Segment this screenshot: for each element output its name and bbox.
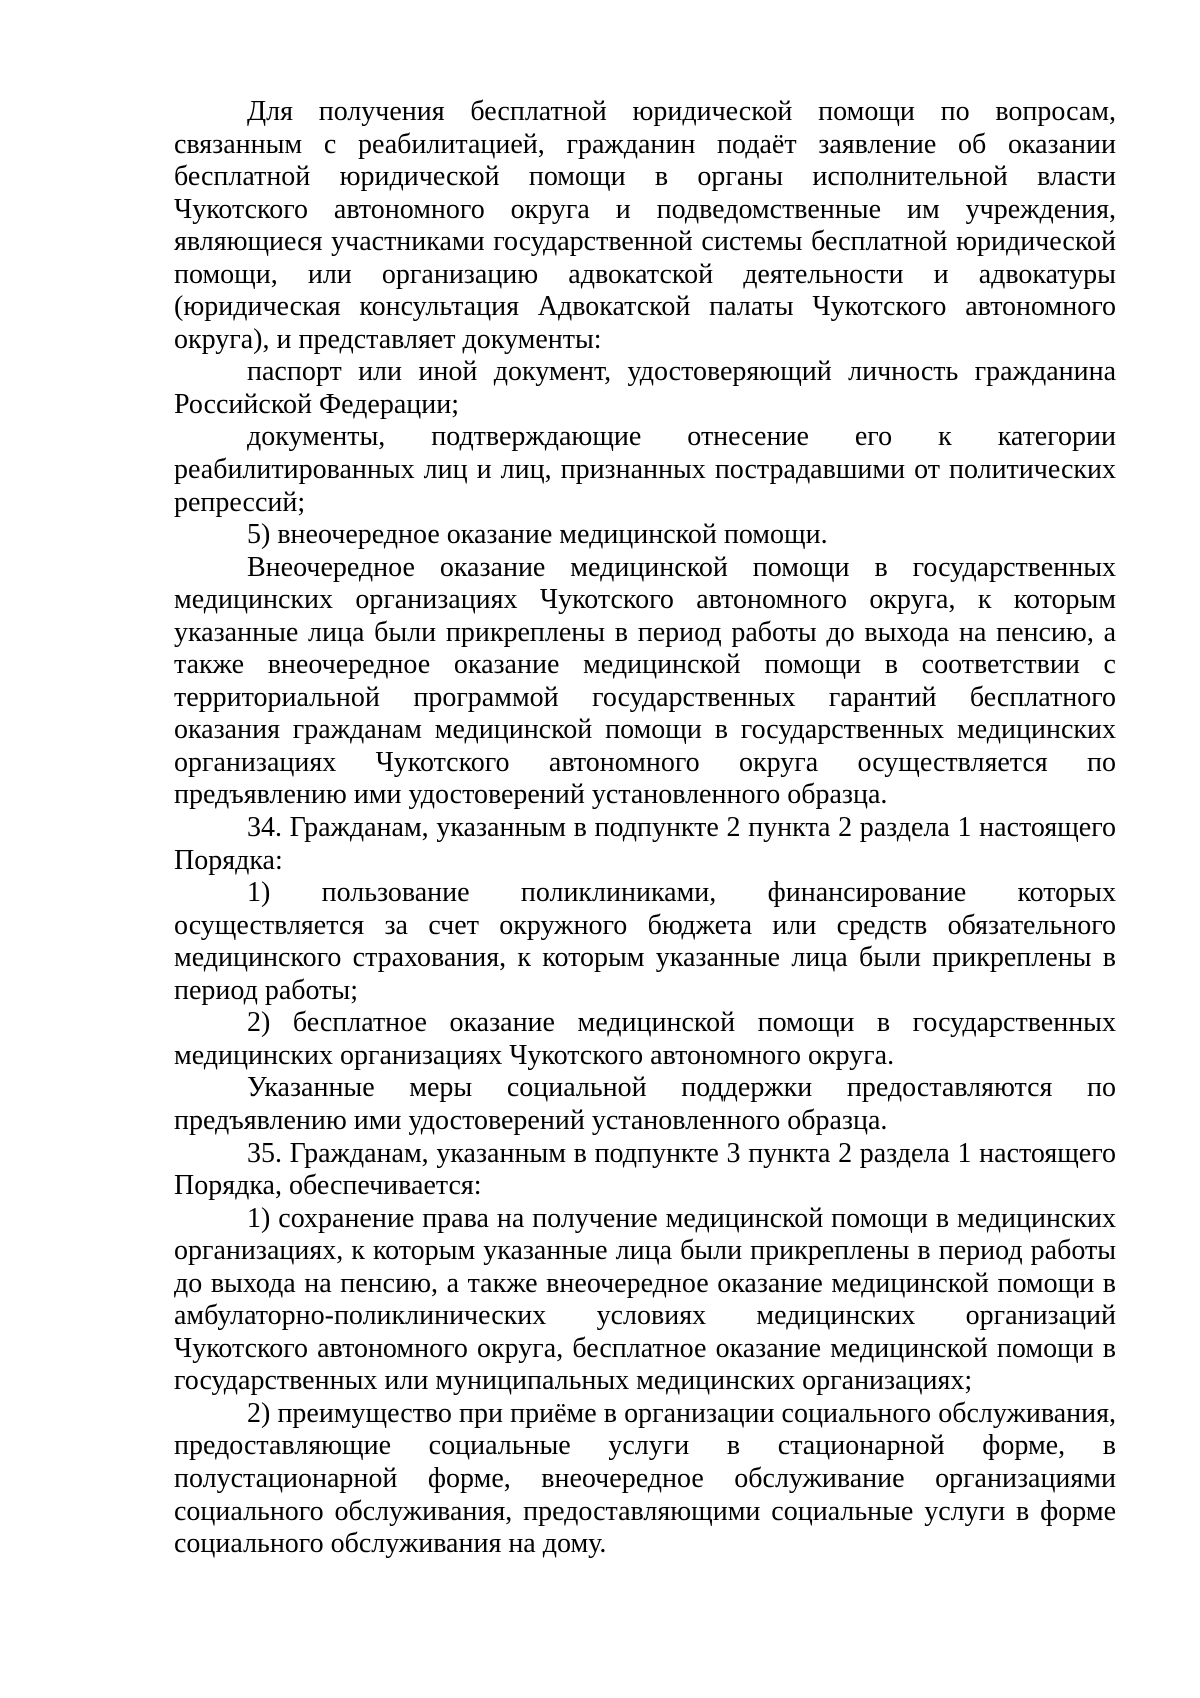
paragraph-item-5-medical-care: 5) внеочередное оказание медицинской помощи. — [247, 519, 828, 551]
paragraph-section-35: 35. Гражданам, указанным в подпункте 3 пункта 2 раздела 1 настоящего Порядка, обеспечивается: — [174, 1137, 1116, 1202]
paragraph-section-34: 34. Гражданам, указанным в подпункте 2 пункта 2 раздела 1 настоящего Порядка: — [174, 812, 1116, 876]
paragraph-legal-aid-application: Для получения бесплатной юридической помощи по вопросам, связанным с реабилитацией, гражданин подаёт заявление об оказании бесплатной юридической помощи в органы исполнительной власти Чукотского автономного округа и подведомственные им учреждения, являющиеся участниками государственной системы бесплатной юридической помощи, или организацию адвокатской деятельности и адвокатуры (юридическая консультация Адвокатской палаты Чукотского автономного округа), и представляет документы: — [174, 96, 1116, 355]
paragraph-rehabilitation-documents: документы, подтверждающие отнесение его к категории реабилитированных лиц и лиц, признанных пострадавшими от политических репрессий; — [174, 421, 1116, 518]
paragraph-priority-medical-care: Внеочередное оказание медицинской помощи в государственных медицинских организациях Чукотского автономного округа, к которым указанные лица были прикреплены в период работы до выхода на пенсию, а также внеочередное оказание медицинской помощи в соответствии с территориальной программой государственных гарантий бесплатного оказания гражданам медицинской помощи в государственных медицинских организациях Чукотского автономного округа осуществляется по предъявлению ими удостоверений установленного образца. — [174, 551, 1116, 811]
paragraph-35-item-2: 2) преимущество при приёме в организации социального обслуживания, предоставляющие социальные услуги в стационарной форме, в полустационарной форме, внеочередное обслуживание организациями социального обслуживания, предоставляющими социальные услуги в форме социального обслуживания на дому. — [174, 1397, 1116, 1560]
paragraph-34-item-1: 1) пользование поликлиниками, финансирование которых осуществляется за счет окружного бюджета или средств обязательного медицинского страхования, к которым указанные лица были прикреплены в период работы; — [174, 877, 1116, 1006]
paragraph-34-item-2: 2) бесплатное оказание медицинской помощи в государственных медицинских организациях Чукотского автономного округа. — [174, 1007, 1116, 1071]
paragraph-passport: паспорт или иной документ, удостоверяющий личность гражданина Российской Федерации; — [174, 356, 1116, 420]
document-body — [174, 96, 1116, 1561]
paragraph-35-item-1: 1) сохранение права на получение медицинской помощи в медицинских организациях, к которым указанные лица были прикреплены в период работы до выхода на пенсию, а также внеочередное оказание медицинской помощи в амбулаторно-поликлинических условиях медицинских организаций Чукотского автономного округа, бесплатное оказание медицинской помощи в государственных или муниципальных медицинских организациях; — [174, 1202, 1116, 1397]
paragraph-support-measures: Указанные меры социальной поддержки предоставляются по предъявлению ими удостоверений установленного образца. — [174, 1072, 1116, 1136]
